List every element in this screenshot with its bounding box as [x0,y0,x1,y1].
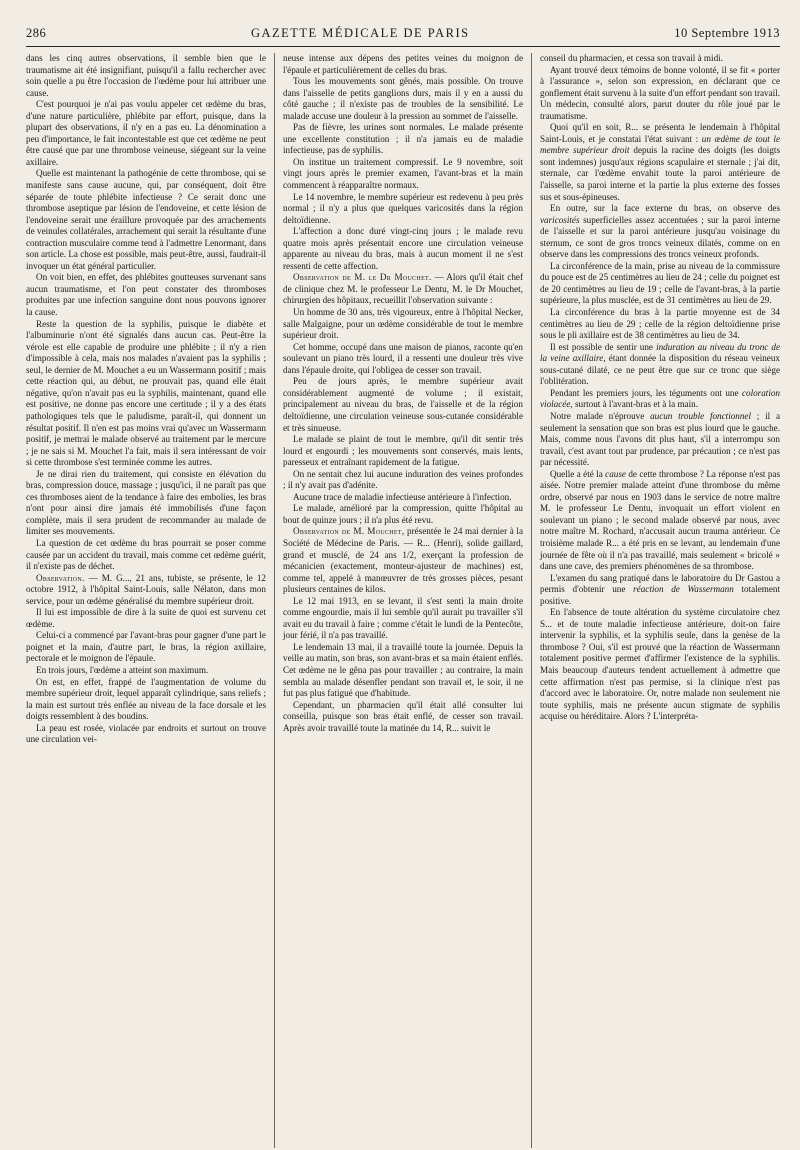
paragraph: Cet homme, occupé dans une maison de pianos, raconte qu'en soulevant un piano très lourd, il a ressenti une douleur très vive dans l'épaule droite, qui l'obligea de cesser son travail. [283,341,523,375]
emphasis: réaction de Wassermann [633,584,734,595]
text-run: , étant donnée la disposition du réseau veineux sous-cutané dilaté, ce ne peut être que sur ce tronc que siège l'oblitération. [540,353,780,387]
text-run: Il est possible de sentir une [550,341,657,352]
emphasis: cause [605,468,626,479]
observation-label: Observation de M. Mouchet, [293,526,405,537]
paragraph [540,342,780,388]
paragraph: dans les cinq autres observations, il semble bien que le traumatisme ait été insignifiant, puisqu'il a fallu rechercher avec soin quelle a pu être l'occasion de l'œdème pour lui attribuer une cause. [26,53,266,98]
paragraph: En l'absence de toute altération du système circulatoire chez S... et de toute maladie infectieuse antérieure, doit-on faire intervenir la syphilis, et la syphilis seule, dans la genèse de la thrombose ? Oui, s'il est prouvé que la réaction de Wassermann totalement positive permet d'affirmer l'existence de la syphilis. Mais beaucoup d'auteurs tendent actuellement à admettre que cette affirmation n'est pas permise, si la clinique n'est pas d'accord avec le laboratoire. Or, notre malade non seulement nie toute syphilis, mais ne présente aucun stigmate de syphilis acquise ou héréditaire. Alors ? L'interpréta- [540,607,780,722]
text-run: Quoi qu'il en soit, R... se présenta le lendemain à l'hôpital Saint-Louis, et je constatai l'état suivant : [540,122,780,144]
paragraph: Aucune trace de maladie infectieuse antérieure à l'infection. [293,491,512,502]
paragraph: On voit bien, en effet, des phlébites goutteuses survenant sans aucun traumatisme, et l'on peut constater des thromboses produites par une infection sanguine dont nous pouvons ignorer la cause. [26,272,266,318]
text-run: totalement positive. [540,584,780,606]
paragraph: Pas de fièvre, les urines sont normales. Le malade présente une excellente constitution ; il n'a jamais eu de maladie infectieuse, pas de syphilis. [283,122,523,156]
text-run: Quelle a été la [550,468,606,479]
paragraph: conseil du pharmacien, et cessa son travail à midi. [540,53,723,63]
text-run: L'examen du sang pratiqué dans le laboratoire du Dr Gastou a permis d'obtenir une [540,572,780,595]
paragraph: La circonférence de la main, prise au niveau de la commissure du pouce est de 25 centimètres au lieu de 24 ; celle du poignet est de 20 centimètres au lieu de 19 ; celle de l'avant-bras, à la partie supérieure, la plus musclée, est de 31 centimètres au lieu de 29. [540,260,780,306]
emphasis: aucun trouble fonctionnel [650,410,751,421]
observation-text: présentée le 24 mai dernier à la Société de Médecine de Paris. — R... (Henri), solide gaillard, grand et musclé, de 24 ans 1/2, exerçant la profession de mécanicien (exactement, monteur-ajusteur de machines) est, comme tel, appelé à manœuvrer de très grosses pièces, pesant plusieurs centaines de kilos. [283,526,523,595]
paragraph: Le malade se plaint de tout le membre, qu'il dit sentir très lourd et engourdi ; les mouvements sont conservés, mais lents, paresseux et entraînant rapidement de la fatigue. [283,434,523,468]
observation-text: — Alors qu'il était chef de clinique chez M. le professeur Le Dentu, M. le Dr Mouchet, chirurgien des hôpitaux, recueillit l'observation suivante : [283,272,523,306]
column-1 [26,53,266,1148]
issue-date: 10 Septembre 1913 [674,26,780,40]
emphasis: coloration violacée [540,387,780,410]
emphasis: induration au niveau du tronc de la veine axillaire [540,341,780,364]
paragraph: Reste la question de la syphilis, puisque le diabète et l'albuminurie n'ont été signalés dans aucun cas. Peut-être la vérole est elle capable de produire une phlébite ; il n'y a rien d'impossible à cela, mais nos malades n'avaient pas la syphilis ; seul, le dernier de M. Mouchet a eu un Wassermann positif ; mais cette réaction qui, au début, ne prouvait pas, quand elle était négative, qu'on n'avait pas eu la syphilis, maintenant, quand elle est positive, ne donne pas encore une certitude ; il y a des états pathologiques tels que le paludisme, paraît-il, qui donnent un résultat positif. Il n'en est pas moins vrai qu'avec un Wassermann positif, je mettrai le malade observé au traitement par le mercure ; je ne sais si M. Mouchet l'a fait, mais il sera intéressant de voir si cette thrombose s'est terminée comme les autres. [26,318,266,468]
text-run: de cette thrombose ? La réponse n'est pas aisée. Notre premier malade atteint d'une thrombose du même ordre, observé par nous en 1903 dans le service de notre maître M. le professeur Le Dentu, invoquait un effort violent en soulevant un piano ; le second malade observé par nous, avec notre maître M. Rochard, n'accusait aucun trauma antérieur. Ce troisième malade R... a été pris en se levant, au lendemain d'une journée de fête où il n'a pas travaillé, mais seulement « bricolé » dans une cave, des premiers phénomènes de sa thrombose. [540,468,780,572]
paragraph [540,469,780,573]
paragraph: En trois jours, l'œdème a atteint son maximum. [36,664,209,675]
paragraph: Il lui est impossible de dire à la suite de quoi est survenu cet œdème. [26,607,266,629]
paragraph: L'affection a donc duré vingt-cinq jours ; le malade revu quatre mois après présentait encore une circulation veineuse apparente au niveau du bras, mais à aucun moment il ne s'est ressenti de cette affection. [283,226,523,271]
text-run: depuis la racine des doigts (les doigts sont indemnes) jusqu'aux régions scapulaire et sternale ; j'ai dit, sternale, car l'œdème envahit toute la paroi antérieure de l'aisselle, sa paroi interne et la partie la plus externe des fosses sus et sous-épineuses. [540,145,780,202]
column-3 [531,53,780,1148]
journal-title: GAZETTE MÉDICALE DE PARIS [250,26,470,40]
paragraph [540,388,780,411]
paragraph: On ne sentait chez lui aucune induration des veines profondes ; il n'y avait pas d'adénite. [283,468,523,491]
observation-label: Observation de M. le Dr Mouchet. [293,272,432,283]
running-header [26,26,780,47]
paragraph: La question de cet œdème du bras pourrait se poser comme causée par un accident du travail, mais comme cet œdème guérit, il n'existe pas de déchet. [26,537,266,572]
paragraph: La peau est rosée, violacée par endroits et surtout on trouve une circulation vei- [26,722,266,745]
paragraph: Peu de jours après, le membre supérieur avait considérablement augmenté de volume ; il existait, principalement au niveau du bras, de l'aisselle et de la région deltoïdienne, une circulation veineuse sous-cutanée considérable et très sinueuse. [283,376,523,433]
text-run: Pendant les premiers jours, les téguments ont une [550,387,742,398]
paragraph: La circonférence du bras à la partie moyenne est de 34 centimètres au lieu de 29 ; celle de la région deltoïdienne prise sous le pli axillaire est de 38 centimètres au lieu de 34. [540,307,780,341]
paragraph: Cependant, un pharmacien qu'il était allé consulter lui conseilla, puisque son bras était enflé, de cesser son travail. Après avoir travaillé toute la matinée du 14, R... suivit le [283,699,523,733]
text-run: ; il a seulement la sensation que son bras est plus lourd que le gauche. Mais, comme nous l'avons dit plus haut, s'il a interrompu son travail, c'est avant tout par prudence, par précaution ; ce n'est pas par nécessité. [540,410,780,468]
paragraph: On institue un traitement compressif. Le 9 novembre, soit vingt jours après le premier examen, l'avant-bras et la main commencent à réapparaître normaux. [283,156,523,191]
paragraph [540,573,780,608]
paragraph [540,203,780,261]
observation-paragraph [26,573,266,608]
paragraph: Ayant trouvé deux témoins de bonne volonté, il se fit « porter à l'assurance », selon son expression, en déclarant que ce gonflement était survenu à la suite d'un effort pendant son travail. Un médecin, consulté alors, parut douter du rôle joué par le traumatisme. [540,64,780,121]
paragraph: Le 12 mai 1913, en se levant, il s'est senti la main droite comme engourdie, mais il lui semble qu'il aurait pu travailler s'il avait eu du travail à faire ; comme c'était le lundi de la Pentecôte, jour férié, il n'a pas travaillé. [283,595,523,641]
paragraph: Le malade, amélioré par la compression, quitte l'hôpital au bout de quinze jours ; il n'a plus été revu. [283,503,523,525]
observation-label: Observation. [36,572,85,583]
paragraph: Un homme de 30 ans, très vigoureux, entre à l'hôpital Necker, salle Malgaigne, pour un œdème considérable de tout le membre supérieur droit. [283,307,523,341]
paragraph: Le 14 novembre, le membre supérieur est redevenu à peu près normal ; il n'y a plus que quelques varicosités dans la région deltoïdienne. [283,191,523,225]
paragraph [540,411,780,469]
text-run: En outre, sur la face externe du bras, on observe des [550,203,780,214]
observation-text: — M. G..., 21 ans, tubiste, se présente, le 12 octobre 1912, à l'hôpital Saint-Louis, salle Nélaton, dans mon service, pour un œdème généralisé du membre supérieur droit. [26,572,266,606]
observation-paragraph [283,272,523,307]
paragraph: Le lendemain 13 mai, il a travaillé toute la journée. Depuis la veille au matin, son bras, son avant-bras et sa main étaient enflés. Cet œdème ne le gêna pas pour travailler ; au contraire, la main sembla au malade désenfler pendant son travail et, le soir, il ne fut pas plus fatigué que d'habitude. [283,641,523,699]
emphasis: un œdème de tout le membre supérieur droit [540,133,780,156]
observation-paragraph [283,526,523,595]
paragraph: On est, en effet, frappé de l'augmentation de volume du membre supérieur droit, lequel apparaît cylindrique, sans reliefs ; la main est surtout très enflée au niveau de la face dorsale et les doigts ressemblent à des boudins. [26,676,266,722]
column-2 [274,53,523,1148]
paragraph: Celui-ci a commencé par l'avant-bras pour gagner d'une part le poignet et la main, d'autre part, le bras, la région axillaire, pectorale et le moignon de l'épaule. [26,630,266,664]
paragraph: C'est pourquoi je n'ai pas voulu appeler cet œdème du bras, d'une nature particulière, phlébite par effort, puisque, dans la plupart des observations, il n'y en a pas eu. La dénomination a peu d'importance, le fait incontestable est que cet œdème ne peut être causé que par une thrombose veineuse, siégeant sur la veine axillaire. [26,99,266,167]
text-run: , surtout à l'avant-bras et à la main. [570,399,698,410]
text-run: superficielles assez accentuées ; sur la paroi interne de l'aisselle et sur la paroi antérieure jusqu'au voisinage du sternum, ce sont de gros troncs veineux dilatés, comme on en observe dans les compressions des troncs veineux profonds. [540,214,780,260]
article-columns [26,53,780,1148]
text-run: Notre malade n'éprouve [550,410,651,421]
page-number: 286 [26,26,47,40]
paragraph: Tous les mouvements sont gênés, mais possible. On trouve dans l'aisselle de petits ganglions durs, mais il y en a aussi du côté gauche ; il n'existe pas de troubles de la sensibilité. Le malade accuse une douleur à la pression au sommet de l'aisselle. [283,76,523,121]
paragraph [540,122,780,203]
paragraph: Quelle est maintenant la pathogénie de cette thrombose, qui se manifeste sans cause aucune, qui, par conséquent, doit être séparée de toute phlébite infectieuse ? Ce serait donc une thrombose aseptique par lésion de l'endoveine, et cette lésion de l'endoveine serait une éraillure provoquée par des arrachements de veinules collatérales, arrachement qui serait la résultante d'une contraction musculaire comme tend à l'admettre Lenormant, dans son article. La chose est possible, mais peut-être, aussi, faudrait-il invoquer un état général particulier. [26,168,266,271]
paragraph: neuse intense aux dépens des petites veines du moignon de l'épaule et particulièrement de celles du bras. [283,53,523,75]
emphasis: varicosités [540,214,580,225]
paragraph: Je ne dirai rien du traitement, qui consiste en élévation du bras, compression douce, massage ; jusqu'ici, il ne paraît pas que ces thromboses aient de la tendance à faire des embolies, les bras n'ont pour ainsi dire jamais été immobilisés d'une façon complète, mais il sera prudent de recommander au malade de limiter ses mouvements. [26,468,266,537]
